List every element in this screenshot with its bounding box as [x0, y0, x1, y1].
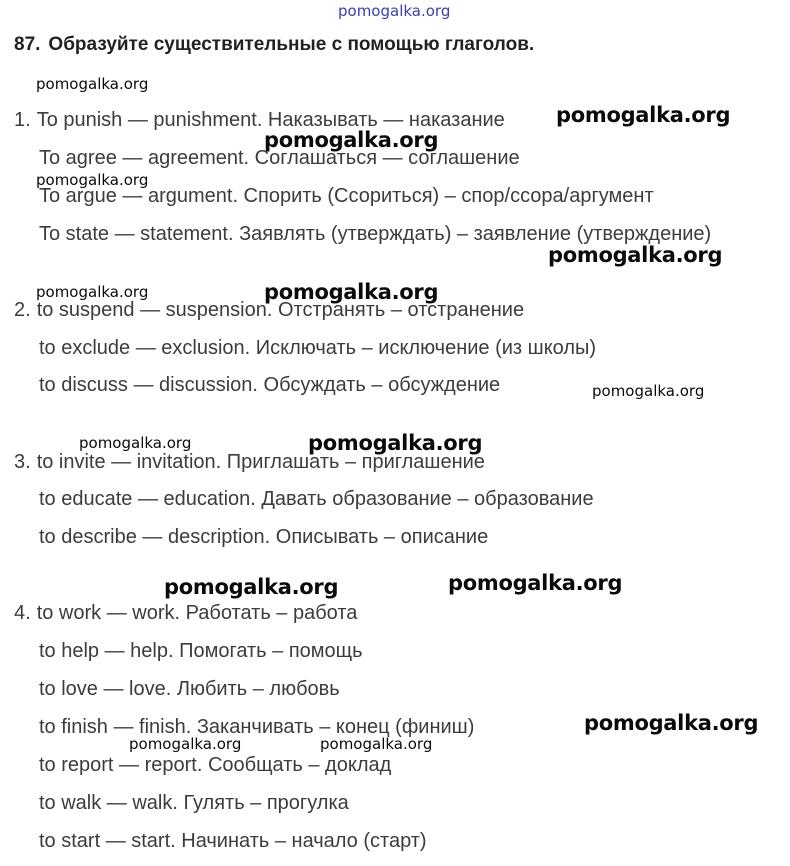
- item-text: To punish — punishment. Наказывать — наказание: [36, 109, 505, 131]
- list-item: to report — report. Сообщать – доклад: [39, 754, 392, 776]
- group-number: 3.: [14, 451, 31, 473]
- group-number: 4.: [14, 602, 31, 624]
- list-item: [14, 602, 357, 625]
- watermark-top: pomogalka.org: [338, 2, 451, 20]
- exercise-heading: [14, 34, 534, 56]
- watermark: pomogalka.org: [36, 283, 149, 301]
- list-item: to walk — walk. Гулять – прогулка: [39, 792, 349, 814]
- list-item: To argue — argument. Спорить (Ссориться) – спор/ссора/аргумент: [39, 185, 654, 207]
- watermark: pomogalka.org: [129, 735, 242, 753]
- list-item: to help — help. Помогать – помощь: [39, 640, 363, 662]
- watermark: pomogalka.org: [264, 280, 439, 304]
- watermark: pomogalka.org: [36, 75, 149, 93]
- group-number: 1.: [14, 109, 31, 131]
- item-text: to invite — invitation. Приглашать – приглашение: [36, 451, 485, 473]
- list-item: to finish — finish. Заканчивать – конец (финиш): [39, 716, 475, 738]
- watermark: pomogalka.org: [36, 171, 149, 189]
- watermark: pomogalka.org: [320, 735, 433, 753]
- item-text: to suspend — suspension. Отстранять – отстранение: [36, 299, 525, 321]
- watermark: pomogalka.org: [164, 575, 339, 599]
- watermark: pomogalka.org: [448, 571, 623, 595]
- watermark: pomogalka.org: [79, 434, 192, 452]
- group-number: 2.: [14, 299, 31, 321]
- list-item: to describe — description. Описывать – описание: [39, 526, 489, 548]
- watermark: pomogalka.org: [584, 711, 759, 735]
- item-text: to work — work. Работать – работа: [36, 602, 358, 624]
- exercise-number: 87.: [14, 34, 41, 55]
- watermark: pomogalka.org: [308, 431, 483, 455]
- watermark: pomogalka.org: [548, 243, 723, 267]
- list-item: to discuss — discussion. Обсуждать – обсуждение: [39, 374, 501, 396]
- watermark: pomogalka.org: [556, 103, 731, 127]
- list-item: to start — start. Начинать – начало (старт): [39, 830, 427, 852]
- list-item: To state — statement. Заявлять (утверждать) – заявление (утверждение): [39, 223, 712, 245]
- list-item: To agree — agreement. Соглашаться — соглашение: [39, 147, 520, 169]
- list-item: to exclude — exclusion. Исключать – исключение (из школы): [39, 337, 597, 359]
- watermark: pomogalka.org: [264, 128, 439, 152]
- list-item: to educate — education. Давать образование – образование: [39, 488, 594, 510]
- watermark: pomogalka.org: [592, 382, 705, 400]
- list-item: to love — love. Любить – любовь: [39, 678, 340, 700]
- exercise-title: Образуйте существительные с помощью глаголов.: [48, 34, 535, 55]
